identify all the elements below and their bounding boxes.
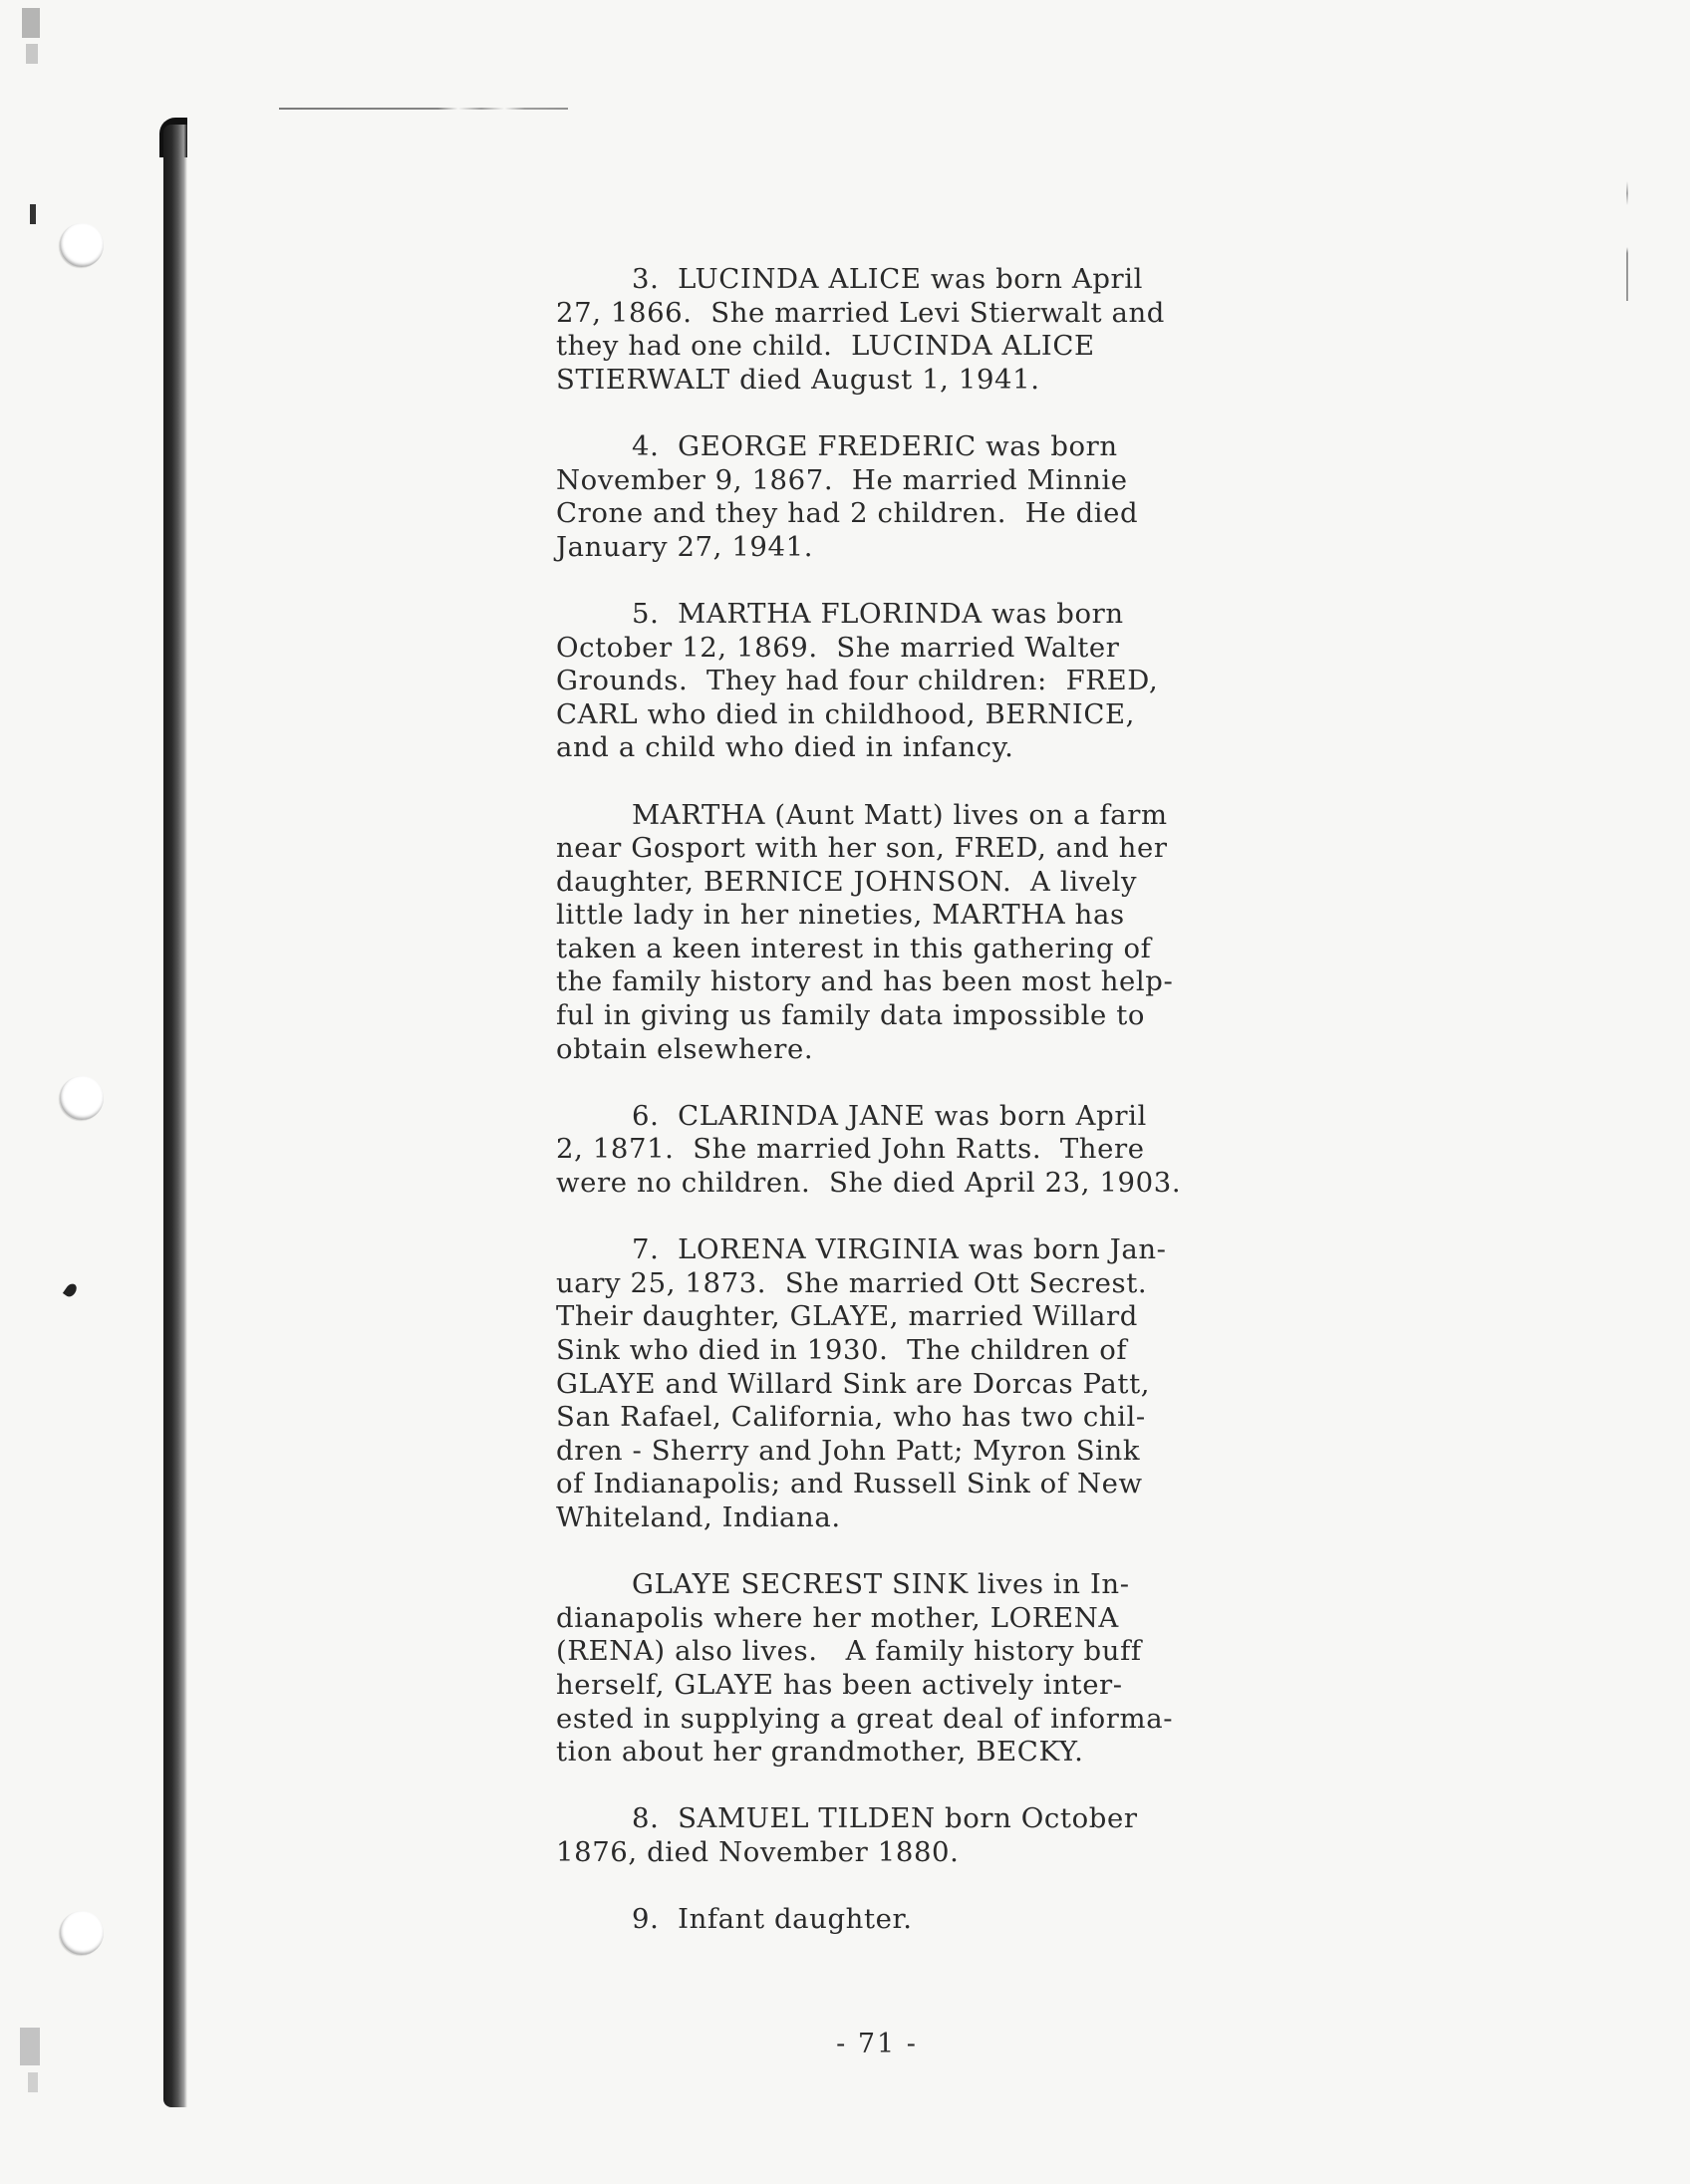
hole-punch-top [60, 223, 104, 267]
scan-edge-marks [18, 0, 48, 2184]
paragraph: 4. GEORGE FREDERIC was born November 9, 1867. He married Minnie Crone and they had 2 children. He died January 27, 1941. [556, 429, 1139, 563]
paragraph: 5. MARTHA FLORINDA was born October 12, 1869. She married Walter Grounds. They had four children: FRED, CARL who died in childhood, BERNICE, and a child who died in infancy. [556, 597, 1159, 764]
paragraph: 7. LORENA VIRGINIA was born Jan- uary 25, 1873. She married Ott Secrest. Their daughter, GLAYE, married Willard Sink who died in 1930. The children of GLAYE and Willard Sink are Dorcas Patt, San Rafael, California, who has two chil- dren - Sherry and John Patt; Myron Sink of Indianapolis; and Russell Sink of New Whiteland, Indiana. [556, 1233, 1167, 1533]
scan-artifact-right [1626, 181, 1628, 301]
paragraph: 6. CLARINDA JANE was born April 2, 1871. She married John Ratts. There were no children. She died April 23, 1903. [556, 1099, 1182, 1200]
hole-punch-bottom [60, 1911, 104, 1955]
body-text [556, 263, 1273, 1970]
paragraph: MARTHA (Aunt Matt) lives on a farm near Gosport with her son, FRED, and her daughter, BERNICE JOHNSON. A lively little lady in her nineties, MARTHA has taken a keen interest in this gathering of the family history and has been most help- ful in giving us family data impossible to obtain elsewhere. [556, 798, 1174, 1065]
scan-artifact-top [279, 108, 568, 110]
paragraph: 3. LUCINDA ALICE was born April 27, 1866. She married Levi Stierwalt and they had one child. LUCINDA ALICE STIERWALT died August 1, 1941. [556, 263, 1165, 396]
paragraph: GLAYE SECREST SINK lives in In- dianapolis where her mother, LORENA (RENA) also lives. A family history buff herself, GLAYE has been actively inter- ested in supplying a great deal of informa- tion about her grandmother, BECKY. [556, 1568, 1174, 1769]
hole-punch-middle [60, 1076, 104, 1120]
paragraph: 8. SAMUEL TILDEN born October 1876, died November 1880. [556, 1802, 1138, 1868]
paragraph: 9. Infant daughter. [632, 1903, 913, 1936]
binding-shadow [163, 125, 187, 2107]
scan-speck [63, 1281, 79, 1298]
page-number: - 71 - [836, 2029, 918, 2059]
